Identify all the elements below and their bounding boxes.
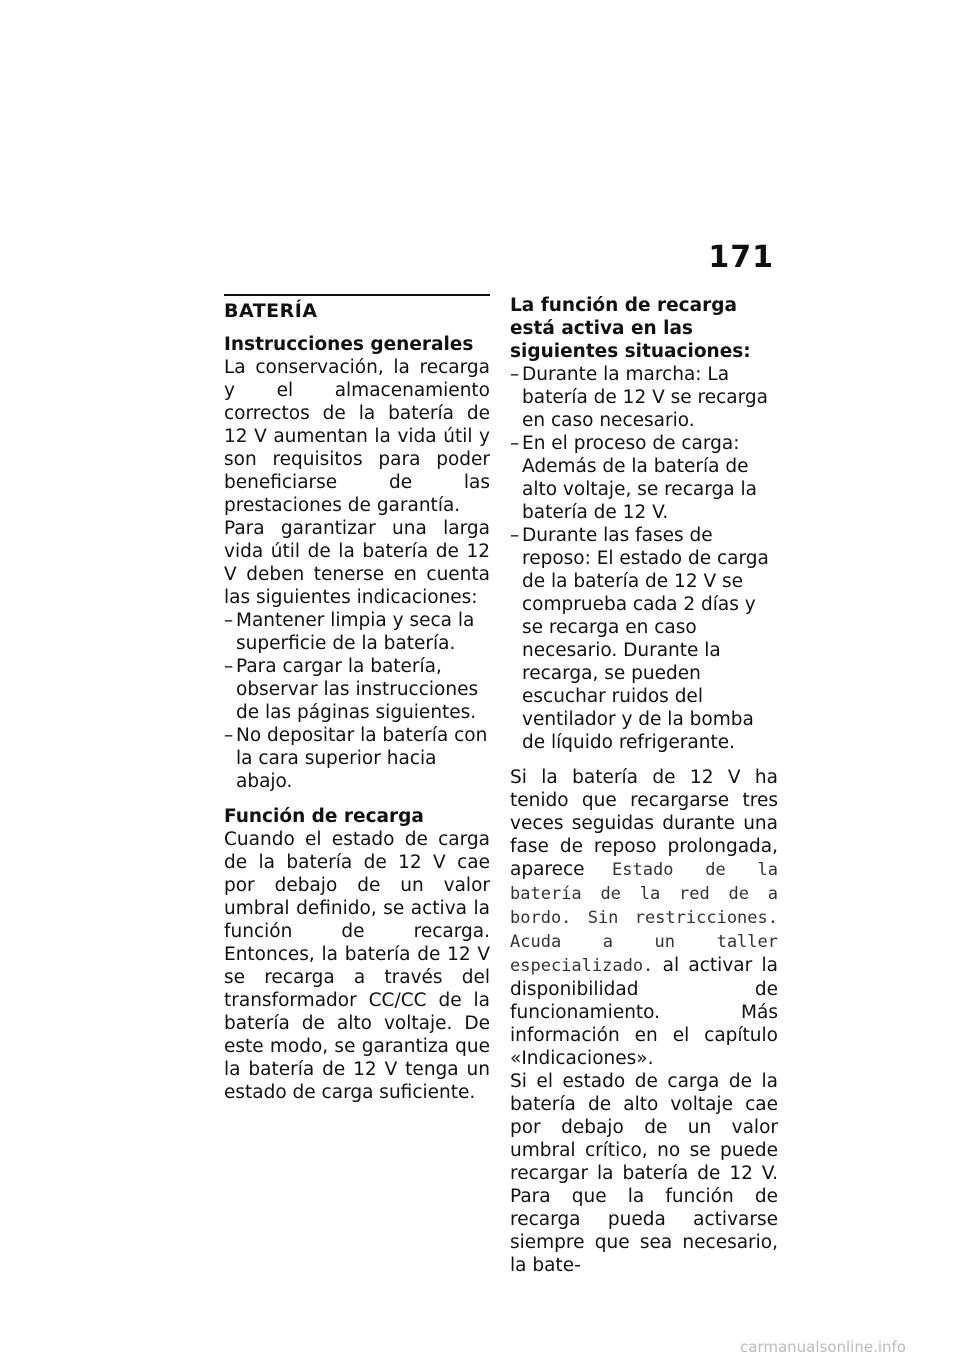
critical-threshold-paragraph: Si el estado de carga de la batería de alto voltaje cae por debajo de un valor umbral crítico, no se puede recargar la batería de 12 V. Para que la función de recarga pueda activarse siempre que sea necesario, la bate- <box>510 1071 778 1276</box>
list-item: – En el proceso de carga: Además de la batería de alto voltaje, se recarga la batería de 12 V. <box>510 432 778 524</box>
general-paragraph-1: La conservación, la recarga y el almacenamiento correctos de la batería de 12 V aumentan la vida útil y son requisitos para poder beneficiarse de las prestaciones de garantía. <box>224 357 490 516</box>
list-item: – Para cargar la batería, observar las instrucciones de las páginas siguientes. <box>224 655 490 724</box>
section-rule <box>224 294 490 296</box>
message-paragraph <box>510 766 778 1070</box>
message-text-before: Si la batería de 12 V ha tenido que recargarse tres veces seguidas durante una fase de reposo prolongada, aparece <box>510 767 778 880</box>
message-text-after: al activar la disponibilidad de funcionamiento. Más información en el capítulo «Indicaciones». <box>510 955 778 1069</box>
list-item: – Mantener limpia y seca la superficie de la batería. <box>224 609 490 655</box>
page-number: 171 <box>708 240 774 275</box>
situations-list <box>510 363 778 754</box>
general-paragraph-2: Para garantizar una larga vida útil de la batería de 12 V deben tenerse en cuenta las siguientes indicaciones: <box>224 518 490 608</box>
list-item: – Durante la marcha: La batería de 12 V se recarga en caso necesario. <box>510 363 778 432</box>
list-item: – No depositar la batería con la cara superior hacia abajo. <box>224 724 490 793</box>
recharge-paragraph: Cuando el estado de carga de la batería de 12 V cae por debajo de un valor umbral definido, se activa la función de recarga. Entonces, la batería de 12 V se recarga a través del transformador CC/CC de la batería de alto voltaje. De este modo, se garantiza que la batería de 12 V tenga un estado de carga suficiente. <box>224 829 490 1103</box>
recharge-situations-heading: La función de recarga está activa en las siguientes situaciones: <box>510 295 751 362</box>
recharge-function-heading: Función de recarga <box>224 806 424 827</box>
display-message: Estado de la batería de la red de a bordo. Sin restricciones. Acuda a un taller especializado. <box>510 860 778 976</box>
left-column <box>224 294 490 1104</box>
general-instructions-heading: Instrucciones generales <box>224 334 474 355</box>
footer-watermark: carmanualsonline.info <box>740 1338 906 1356</box>
general-list <box>224 609 490 793</box>
right-column <box>510 294 778 1277</box>
list-item: – Durante las fases de reposo: El estado de carga de la batería de 12 V se comprueba cada 2 días y se recarga en caso necesario. Durante la recarga, se pueden escuchar ruidos del ventilador y de la bomba de líquido refrigerante. <box>510 524 778 754</box>
section-title: BATERÍA <box>224 300 318 322</box>
